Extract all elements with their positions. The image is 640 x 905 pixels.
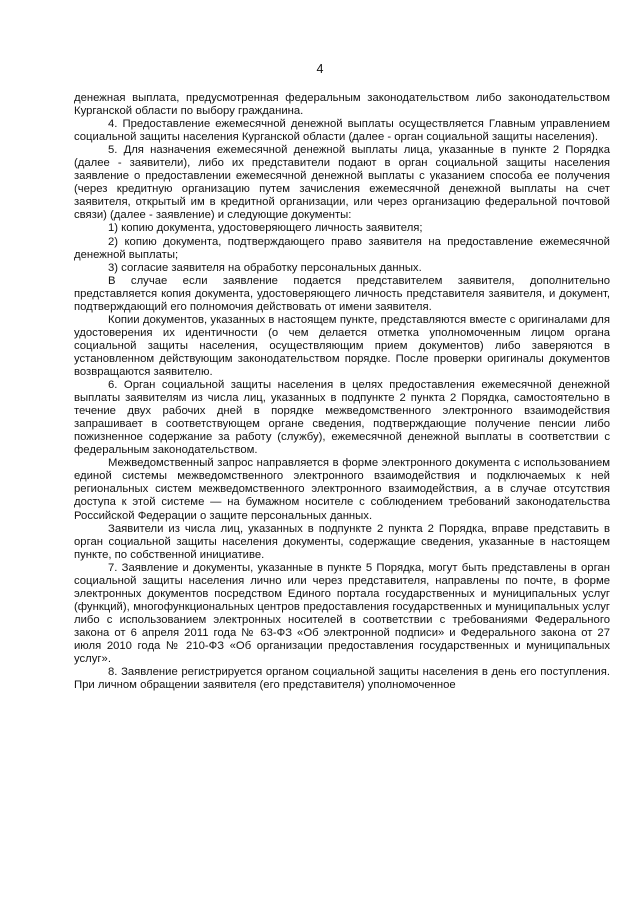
list-item: 3) согласие заявителя на обработку персональных данных. xyxy=(108,261,422,274)
paragraph: Копии документов, указанных в настоящем пункте, представляются вместе с оригиналами для удостоверения их идентичности (о чем делается отметка уполномоченным лицом органа социальной защиты населения, осуществляющим прием документов) либо заверяются в установленном действующим законодательством порядке. После проверки оригиналы документов возвращаются заявителю. xyxy=(74,313,610,378)
paragraph: 4. Предоставление ежемесячной денежной выплаты осуществляется Главным управлением социальной защиты населения Курганской области (далее - орган социальной защиты населения). xyxy=(74,118,610,144)
paragraph: 8. Заявление регистрируется органом социальной защиты населения в день его поступления. При личном обращении заявителя (его представителя) уполномоченное xyxy=(74,666,610,692)
page-number: 4 xyxy=(316,62,324,76)
paragraph: Заявители из числа лиц, указанных в подпункте 2 пункта 2 Порядка, вправе представить в орган социальной защиты населения документы, содержащие сведения, указанные в настоящем пункте, по собственной инициативе. xyxy=(74,522,610,561)
paragraph: 6. Орган социальной защиты населения в целях предоставления ежемесячной денежной выплаты заявителям из числа лиц, указанных в подпункте 2 пункта 2 Порядка, самостоятельно в течение двух рабочих дней в порядке межведомственного электронного взаимодействия запрашивает в соответствующем органе сведения, подтверждающие получение пенсии либо пожизненное содержание за работу (службу), ежемесячной денежной выплаты в соответствии с федеральным законодательством. xyxy=(74,379,610,457)
paragraph: Межведомственный запрос направляется в форме электронного документа с использованием единой системы межведомственного электронного взаимодействия и подключаемых к ней региональных систем межведомственного электронного взаимодействия, а в случае отсутствия доступа к этой системе — на бумажном носителе с соблюдением требований законодательства Российской Федерации о защите персональных данных. xyxy=(74,457,610,522)
paragraph: 7. Заявление и документы, указанные в пункте 5 Порядка, могут быть представлены в орган социальной защиты населения лично или через представителя, направлены по почте, в форме электронных документов посредством Единого портала государственных и муниципальных услуг (функций), многофункциональных центров предоставления государственных и муниципальных услуг либо с использованием электронных носителей в соответствии с требованиями Федерального закона от 6 апреля 2011 года № 63-ФЗ «Об электронной подписи» и Федерального закона от 27 июля 2010 года № 210-ФЗ «Об организации предоставления государственных и муниципальных услуг». xyxy=(74,561,610,666)
paragraph: денежная выплата, предусмотренная федеральным законодательством либо законодательством Курганской области по выбору гражданина. xyxy=(74,92,610,118)
list-item: 2) копию документа, подтверждающего право заявителя на предоставление ежемесячной денежной выплаты; xyxy=(74,235,610,261)
paragraph: 5. Для назначения ежемесячной денежной выплаты лица, указанные в пункте 2 Порядка (далее - заявители), либо их представители подают в орган социальной защиты населения заявление о предоставлении ежемесячной денежной выплаты с указанием способа ее получения (через кредитную организацию путем зачисления ежемесячной денежной выплаты на счет заявителя, открытый им в кредитной организации, или через организацию федеральной почтовой связи) (далее - заявление) и следующие документы: xyxy=(74,144,610,222)
document-body xyxy=(74,92,610,692)
paragraph: В случае если заявление подается представителем заявителя, дополнительно представляется копия документа, удостоверяющего личность представителя заявителя, и документ, подтверждающий его полномочия действовать от имени заявителя. xyxy=(74,274,610,313)
list-item: 1) копию документа, удостоверяющего личность заявителя; xyxy=(108,222,423,235)
